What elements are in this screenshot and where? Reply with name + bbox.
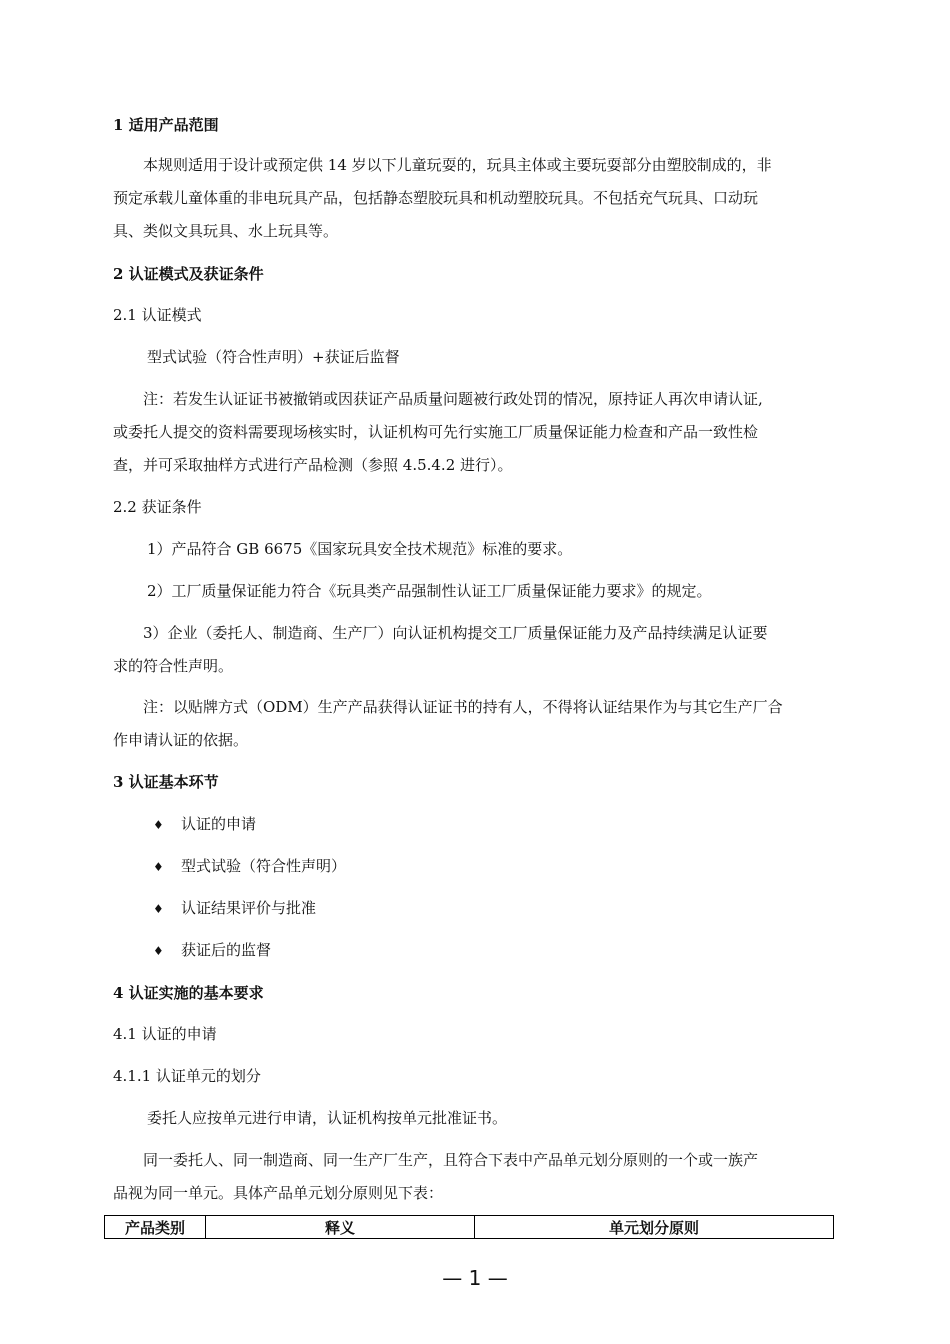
column-header-product-category: 产品类别 (105, 1216, 206, 1239)
text-line: 同一委托人、同一制造商、同一生产厂生产，且符合下表中产品单元划分原则的一个或一族产 (113, 1151, 759, 1169)
section-4-1-heading: 4.1 认证的申请 (113, 1025, 217, 1043)
section-1-heading: 1 适用产品范围 (113, 116, 219, 134)
condition-1: 1）产品符合 GB 6675《国家玩具安全技术规范》标准的要求。 (147, 540, 573, 558)
list-item (153, 940, 271, 961)
section-2-heading: 2 认证模式及获证条件 (113, 265, 264, 283)
text-line: 求的符合性声明。 (113, 657, 234, 675)
section-3-heading: 3 认证基本环节 (113, 773, 219, 791)
column-header-definition: 释义 (206, 1216, 475, 1239)
section-2-2-heading: 2.2 获证条件 (113, 498, 202, 516)
column-header-unit-principle: 单元划分原则 (475, 1216, 834, 1239)
unit-definition-paragraph (113, 1144, 837, 1210)
list-item-label: 认证的申请 (181, 815, 257, 833)
text-line: 预定承载儿童体重的非电玩具产品，包括静态塑胶玩具和机动塑胶玩具。不包括充气玩具、口动玩 (113, 189, 759, 207)
list-item-label: 型式试验（符合性声明） (181, 857, 347, 875)
certification-mode: 型式试验（符合性声明）+获证后监督 (147, 348, 400, 366)
text-line: 查，并可采取抽样方式进行产品检测（参照 4.5.4.2 进行）。 (113, 456, 513, 474)
section-2-1-heading: 2.1 认证模式 (113, 306, 202, 324)
text-line: 本规则适用于设计或预定供 14 岁以下儿童玩耍的，玩具主体或主要玩耍部分由塑胶制成的，非 (113, 156, 772, 174)
text-line: 或委托人提交的资料需要现场核实时，认证机构可先行实施工厂质量保证能力检查和产品一致性检 (113, 423, 759, 441)
list-item (153, 856, 346, 877)
text-line: 品视为同一单元。具体产品单元划分原则见下表： (113, 1184, 444, 1202)
diamond-bullet-icon: ♦ (153, 944, 164, 958)
unit-division-table (104, 1215, 834, 1239)
condition-3 (113, 617, 837, 683)
section-1-paragraph (113, 149, 837, 248)
text-line: 具、类似文具玩具、水上玩具等。 (113, 222, 339, 240)
text-line: 作申请认证的依据。 (113, 731, 249, 749)
page-number: — 1 — (442, 1266, 508, 1290)
list-item (153, 898, 316, 919)
list-item-label: 获证后的监督 (181, 941, 272, 959)
list-item (153, 814, 256, 835)
text-line: 注：若发生认证证书被撤销或因获证产品质量问题被行政处罚的情况，原持证人再次申请认证, (113, 390, 763, 408)
diamond-bullet-icon: ♦ (153, 902, 164, 916)
text-line: 注：以贴牌方式（ODM）生产产品获得认证证书的持有人，不得将认证结果作为与其它生产厂合 (113, 698, 783, 716)
list-item-label: 认证结果评价与批准 (181, 899, 317, 917)
text-line: 3）企业（委托人、制造商、生产厂）向认证机构提交工厂质量保证能力及产品持续满足认证要 (113, 624, 768, 642)
diamond-bullet-icon: ♦ (153, 818, 164, 832)
diamond-bullet-icon: ♦ (153, 860, 164, 874)
note-2 (113, 691, 837, 757)
condition-2: 2）工厂质量保证能力符合《玩具类产品强制性认证工厂质量保证能力要求》的规定。 (147, 582, 712, 600)
section-4-heading: 4 认证实施的基本要求 (113, 984, 264, 1002)
unit-application-text: 委托人应按单元进行申请，认证机构按单元批准证书。 (147, 1109, 508, 1127)
section-4-1-1-heading: 4.1.1 认证单元的划分 (113, 1067, 261, 1085)
note-1 (113, 383, 837, 482)
table-header-row (105, 1216, 834, 1239)
